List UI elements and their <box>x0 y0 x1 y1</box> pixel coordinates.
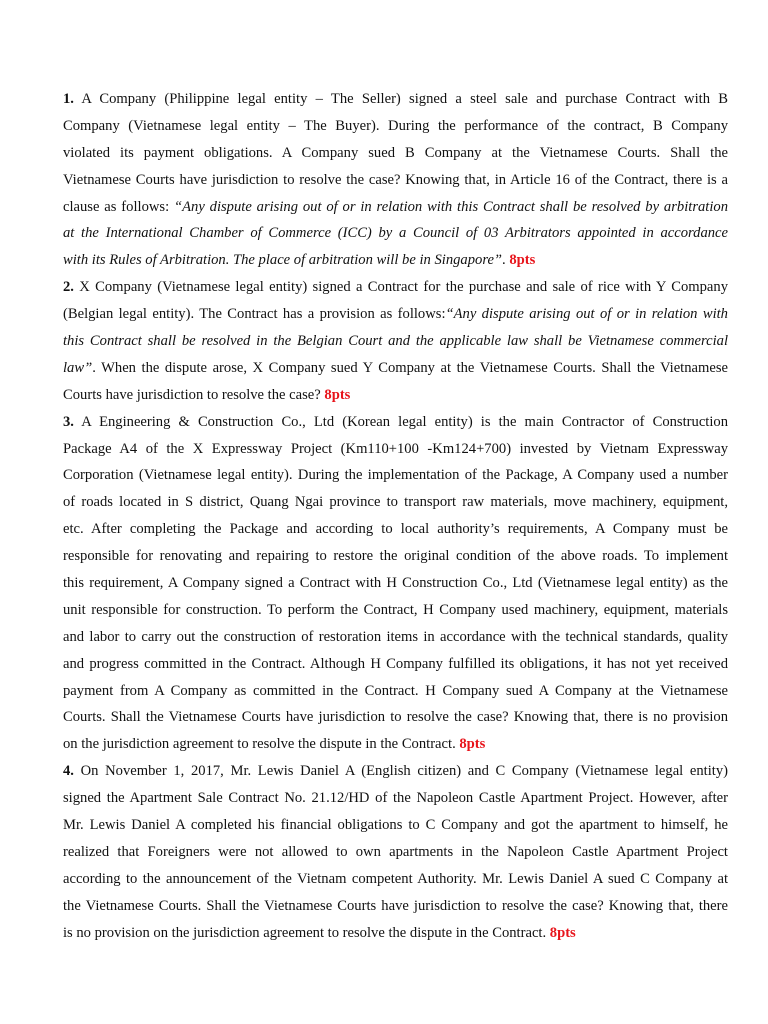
question-2-text: (Belgian legal entity). The Contract has a provision as follows: <box>63 306 446 323</box>
question-3-line-11: payment from A Company as committed in the Contract. H Company sued A Company at the Vietnamese <box>63 682 728 699</box>
question-1-line-6 <box>63 220 728 247</box>
question-3-points: 8pts <box>459 736 486 753</box>
question-3-line-7: this requirement, A Company signed a Contract with H Construction Co., Ltd (Vietnamese legal entity) as the <box>63 575 728 592</box>
question-2-points: 8pts <box>324 386 351 403</box>
question-2-quote: “Any dispute arising out of or in relation with <box>445 306 728 323</box>
question-2-line-1 <box>63 274 728 301</box>
question-1-line-1 <box>63 86 728 113</box>
question-2 <box>63 274 728 408</box>
question-3-text: on the jurisdiction agreement to resolve the dispute in the Contract. <box>63 736 460 753</box>
question-1-text: A Company (Philippine legal entity – The Seller) signed a steel sale and purchase Contract with B <box>73 91 728 107</box>
document-body <box>63 86 728 947</box>
question-2-text: . When the dispute arose, X Company sued Y Company at the Vietnamese Courts. Shall the Vietnamese <box>92 359 728 376</box>
question-4-text: is no provision on the jurisdiction agreement to resolve the dispute in the Contract. <box>63 924 550 941</box>
question-3-line-3: Corporation (Vietnamese legal entity). During the implementation of the Package, A Company used a number <box>63 467 728 484</box>
question-3 <box>63 409 728 759</box>
question-2-text: X Company (Vietnamese legal entity) signed a Contract for the purchase and sale of rice with Y Company <box>73 279 728 296</box>
question-2-line-4 <box>63 355 728 382</box>
question-2-quote: law” <box>63 359 93 376</box>
question-2-line-5 <box>63 382 728 409</box>
question-3-line-13 <box>63 731 728 758</box>
question-2-line-2 <box>63 301 728 328</box>
question-2-line-3 <box>63 328 728 355</box>
question-4-line-1 <box>63 758 728 785</box>
question-1-quote: at the International Chamber of Commerce (ICC) by a Council of 03 Arbitrators appointed in accordance <box>63 225 728 242</box>
question-4-line-5: according to the announcement of the Vietnam competent Authority. Mr. Lewis Daniel A sued C Company at <box>63 870 728 887</box>
question-1-text: clause as follows: <box>63 198 174 215</box>
question-1-number: 1. <box>63 91 74 107</box>
question-2-number: 2. <box>63 279 74 296</box>
question-3-number: 3. <box>63 413 74 430</box>
question-1-line-2: Company (Vietnamese legal entity – The Buyer). During the performance of the contract, B Company <box>63 117 728 134</box>
question-3-line-10: and progress committed in the Contract. Although H Company fulfilled its obligations, it has not yet received <box>63 655 728 672</box>
question-1-line-4: Vietnamese Courts have jurisdiction to resolve the case? Knowing that, in Article 16 of the Contract, there is a <box>63 171 728 188</box>
question-4 <box>63 758 728 946</box>
question-1-line-5 <box>63 194 728 221</box>
question-4-line-2: signed the Apartment Sale Contract No. 21.12/HD of the Napoleon Castle Apartment Project. However, after <box>63 790 728 807</box>
question-1-quote: “Any dispute arising out of or in relation with this Contract shall be resolved by arbitration <box>174 198 728 215</box>
question-4-line-4: realized that Foreigners were not allowed to own apartments in the Napoleon Castle Apartment Project <box>63 843 728 860</box>
question-3-line-1 <box>63 409 728 436</box>
question-1-line-7 <box>63 247 728 274</box>
question-3-line-2: Package A4 of the X Expressway Project (Km110+100 -Km124+700) invested by Vietnam Expressway <box>63 440 728 457</box>
question-2-text: Courts have jurisdiction to resolve the case? <box>63 386 325 403</box>
question-3-line-9: and labor to carry out the construction of restoration items in accordance with the technical standards, quality <box>63 628 728 645</box>
question-1-points: 8pts <box>509 252 536 269</box>
question-4-points: 8pts <box>549 924 576 941</box>
question-2-quote: this Contract shall be resolved in the Belgian Court and the applicable law shall be Vietnamese commercial <box>63 333 728 350</box>
question-4-number: 4. <box>63 763 74 780</box>
question-3-line-5: etc. After completing the Package and according to local authority’s requirements, A Company must be <box>63 521 728 538</box>
question-4-line-6: the Vietnamese Courts. Shall the Vietnamese Courts have jurisdiction to resolve the case? Knowing that, there <box>63 897 728 914</box>
question-1-line-3: violated its payment obligations. A Company sued B Company at the Vietnamese Courts. Shall the <box>63 144 728 161</box>
question-4-line-7 <box>63 920 728 947</box>
question-4-line-3: Mr. Lewis Daniel A completed his financial obligations to C Company and got the apartment to himself, he <box>63 817 728 834</box>
question-1-quote: with its Rules of Arbitration. The place of arbitration will be in Singapore” <box>63 252 503 269</box>
question-3-line-6: responsible for renovating and repairing to restore the original condition of the above roads. To implement <box>63 548 728 565</box>
question-1-text: . <box>502 252 510 269</box>
question-3-line-12: Courts. Shall the Vietnamese Courts have jurisdiction to resolve the case? Knowing that, there is no provision <box>63 709 728 726</box>
question-1 <box>63 86 728 274</box>
question-3-line-4: of roads located in S district, Quang Ngai province to transport raw materials, move machinery, equipment, <box>63 494 728 511</box>
question-4-text: On November 1, 2017, Mr. Lewis Daniel A (English citizen) and C Company (Vietnamese legal entity) <box>73 763 728 780</box>
question-3-text: A Engineering & Construction Co., Ltd (Korean legal entity) is the main Contractor of Construction <box>73 413 728 430</box>
question-3-line-8: unit responsible for construction. To perform the Contract, H Company used machinery, equipment, materials <box>63 601 728 618</box>
